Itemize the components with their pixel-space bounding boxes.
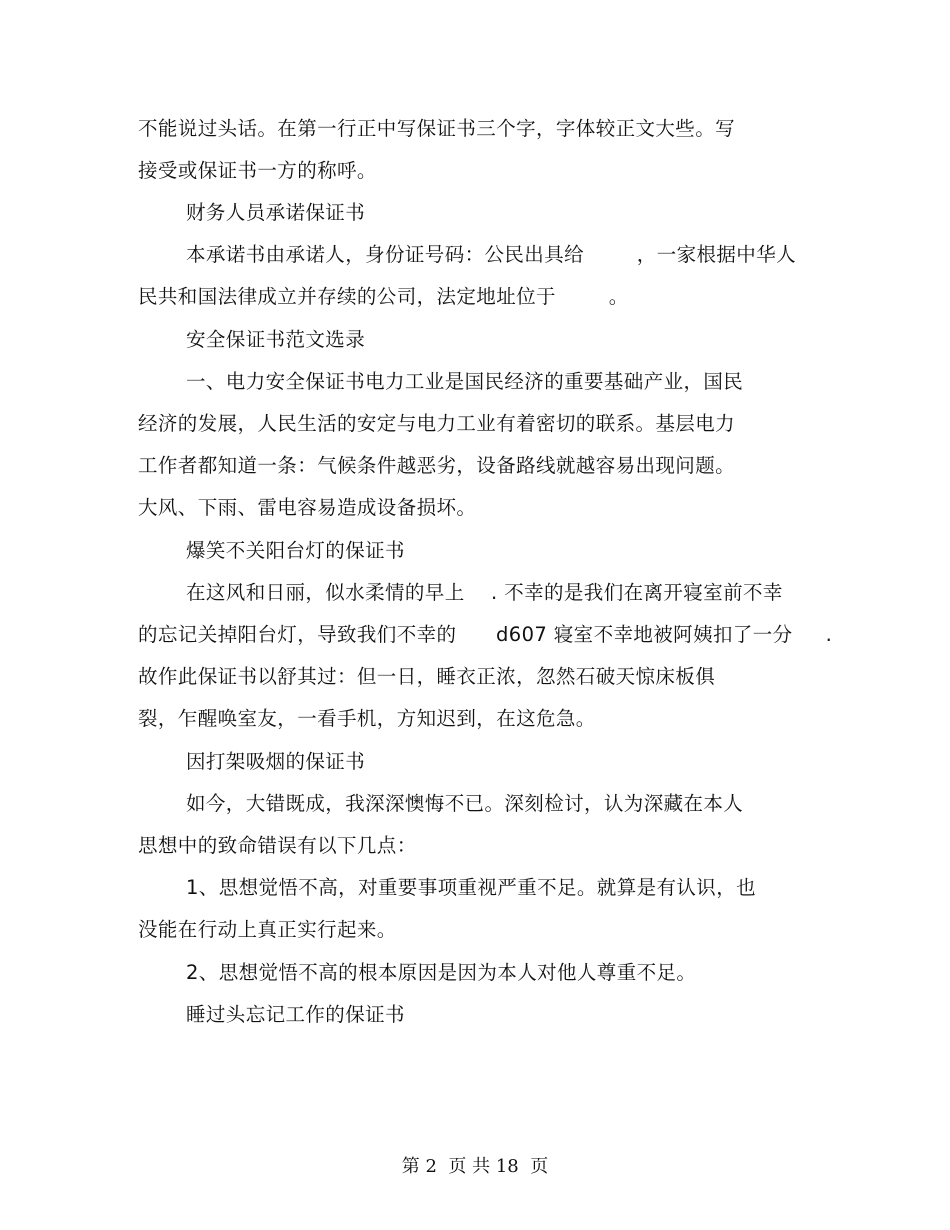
body-text-line: 工作者都知道一条：气候条件越恶劣，设备路线就越容易出现问题。 (138, 454, 736, 477)
section-heading: 安全保证书范文选录 (186, 328, 366, 351)
body-text-line: 不能说过头话。在第一行正中写保证书三个字，字体较正文大些。写 (138, 117, 736, 140)
body-text-line: 故作此保证书以舒其过：但一日，睡衣正浓，忽然石破天惊床板俱 (138, 665, 716, 688)
body-text-line: 大风、下雨、雷电容易造成设备损坏。 (138, 496, 477, 519)
body-text-line: 接受或保证书一方的称呼。 (138, 159, 377, 182)
list-item: 1、思想觉悟不高，对重要事项重视严重不足。就算是有认识，也 (186, 876, 757, 899)
body-text-line: 的忘记关掉阳台灯，导致我们不幸的 d607 寝室不幸地被阿姨扣了一分 . (138, 623, 833, 646)
body-text-line: 经济的发展，人民生活的安定与电力工业有着密切的联系。基层电力 (138, 412, 736, 435)
body-text-line: 在这风和日丽，似水柔情的早上 . 不幸的是我们在离开寝室前不幸 (186, 581, 783, 604)
list-item: 2、思想觉悟不高的根本原因是因为本人对他人尊重不足。 (186, 961, 697, 984)
page-number-footer: 第 2 页 共 18 页 (401, 1156, 549, 1177)
body-text-line: 民共和国法律成立并存续的公司，法定地址位于 。 (138, 285, 629, 308)
body-text-line: 思想中的致命错误有以下几点： (138, 834, 417, 857)
body-text-line: 一、电力安全保证书电力工业是国民经济的重要基础产业，国民 (186, 370, 744, 393)
section-heading: 爆笑不关阳台灯的保证书 (186, 539, 405, 562)
section-heading: 因打架吸烟的保证书 (186, 750, 366, 773)
section-heading: 财务人员承诺保证书 (186, 201, 366, 224)
list-item-continuation: 没能在行动上真正实行起来。 (138, 918, 397, 941)
body-text-line: 本承诺书由承诺人，身份证号码：公民出具给 ，一家根据中华人 (186, 243, 796, 266)
body-text-line: 裂，乍醒唤室友，一看手机，方知迟到，在这危急。 (138, 707, 596, 730)
body-text-line: 如今，大错既成，我深深懊悔不已。深刻检讨，认为深藏在本人 (186, 792, 744, 815)
section-heading: 睡过头忘记工作的保证书 (186, 1003, 405, 1026)
